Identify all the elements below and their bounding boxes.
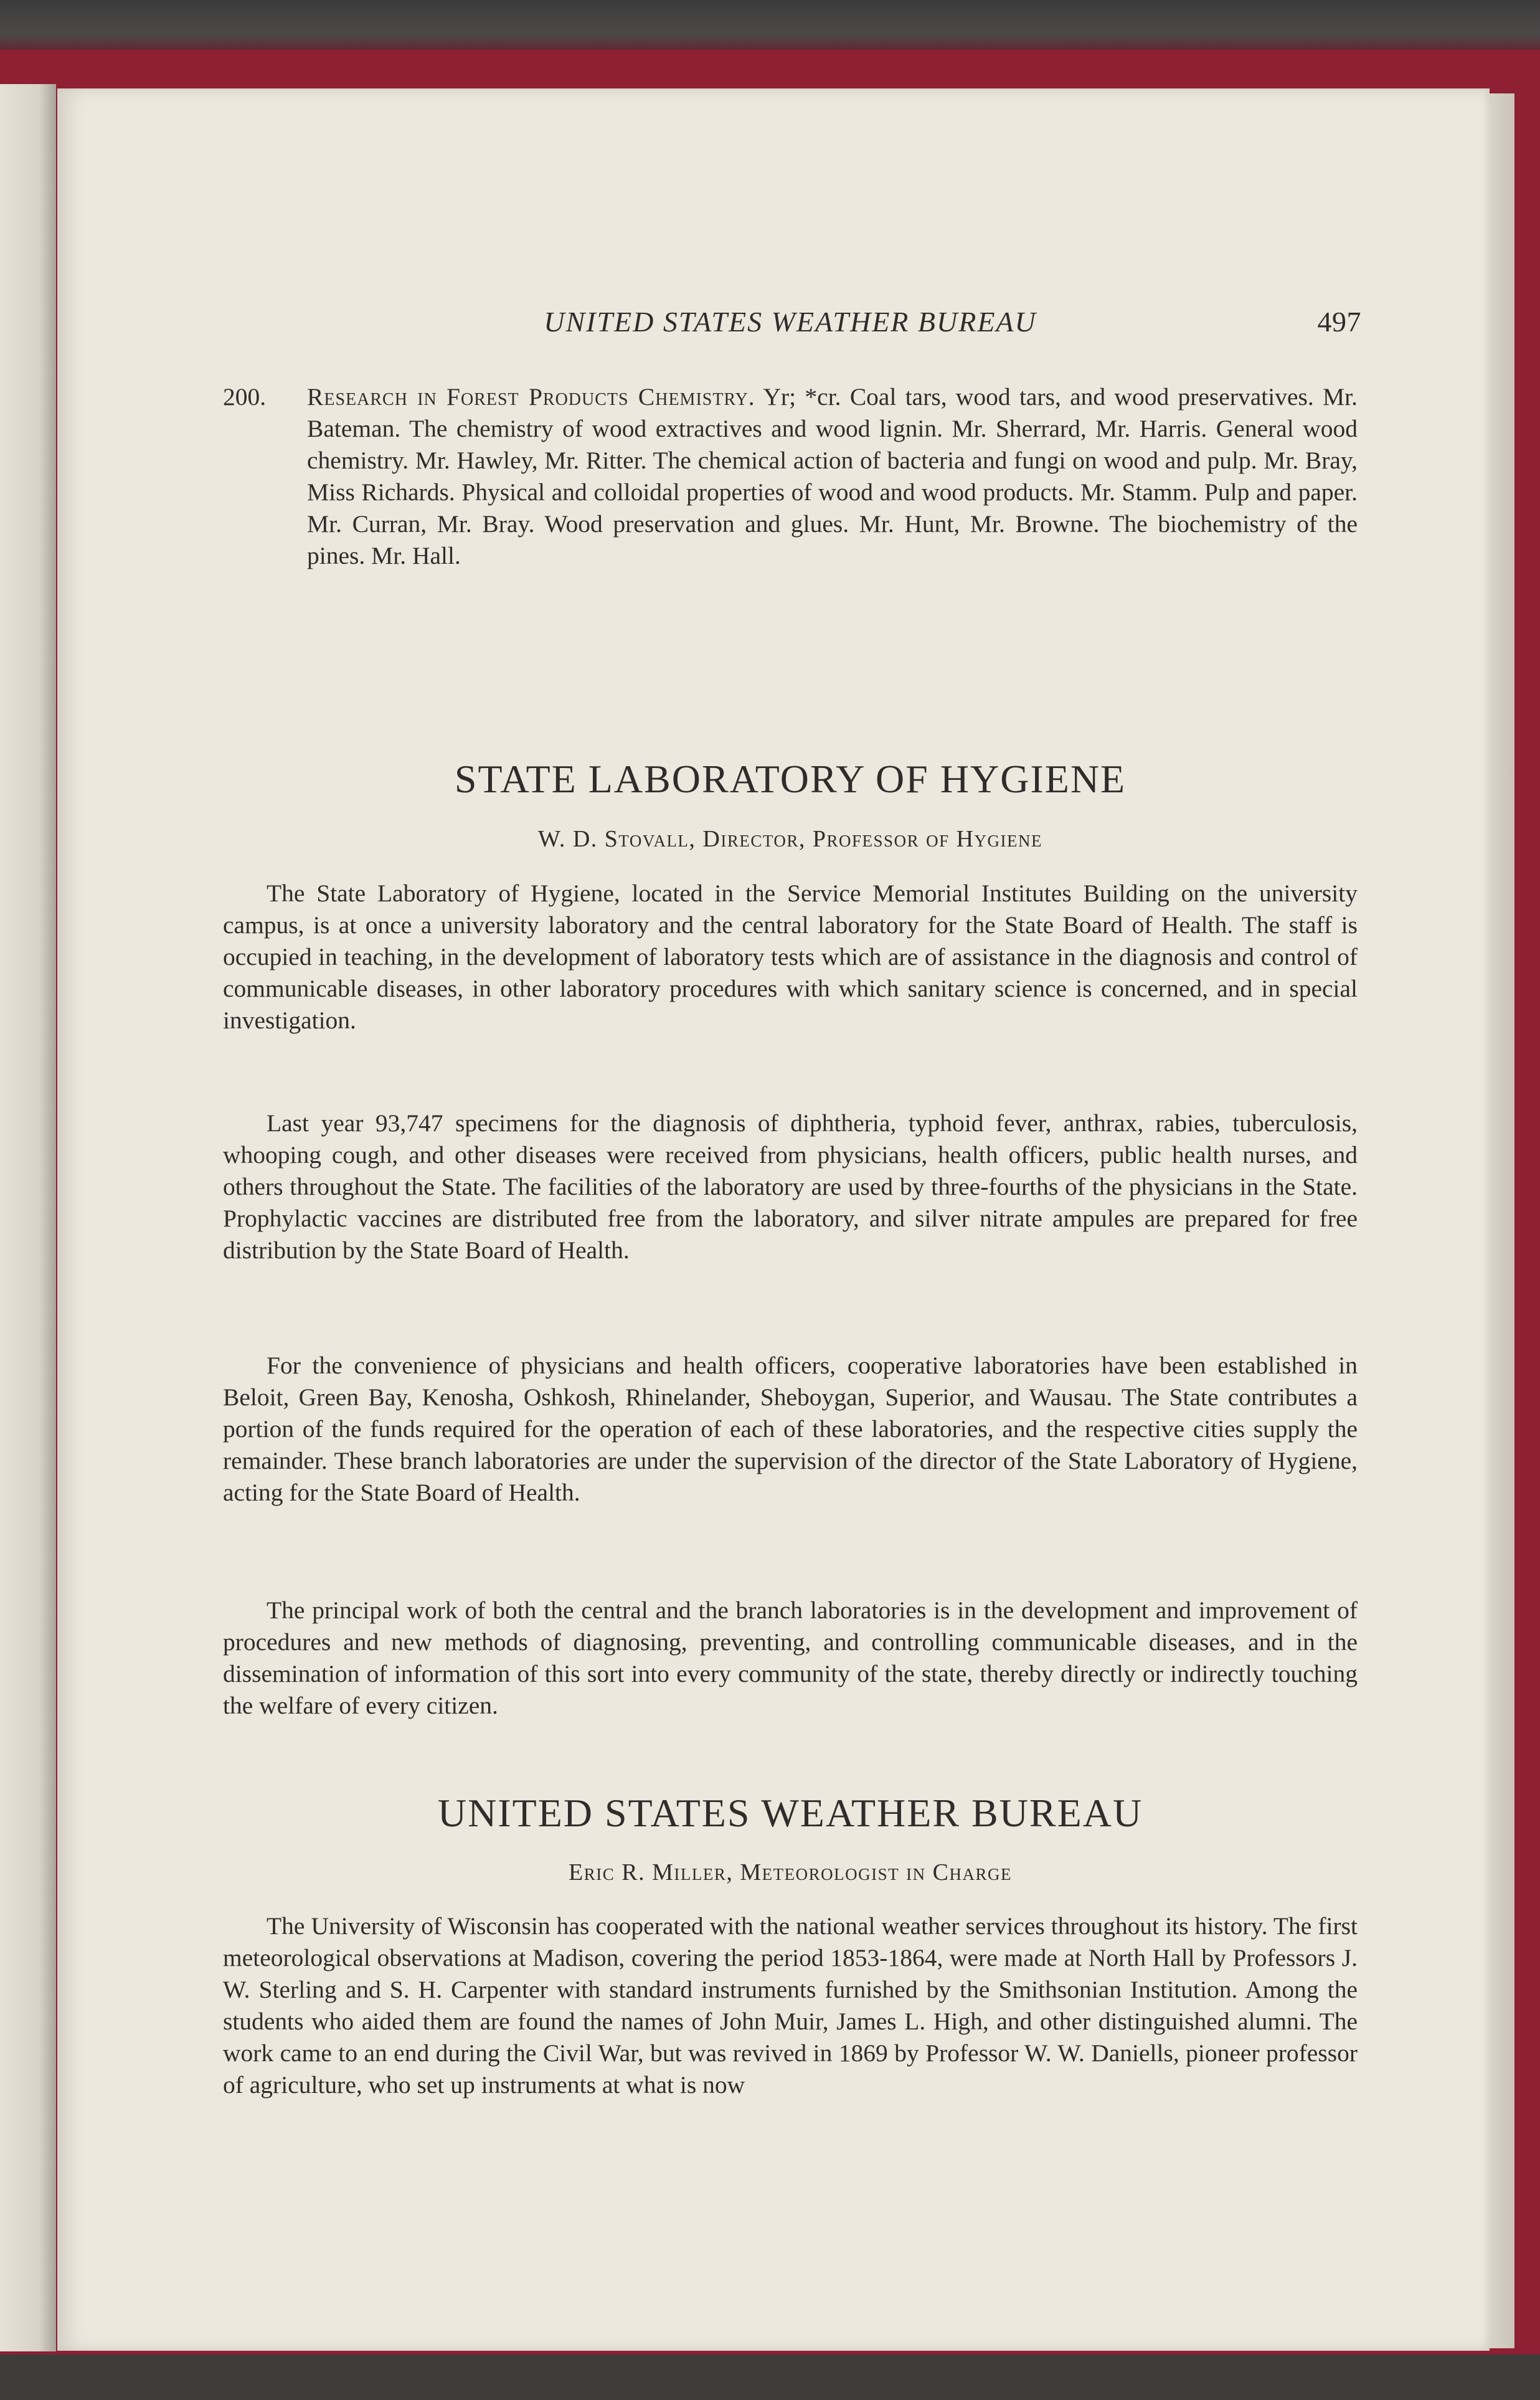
course-entry <box>223 381 1358 572</box>
book-cover-top <box>0 0 1540 57</box>
facing-page-edge <box>0 84 56 2351</box>
page-stack-edge <box>1490 93 1514 2348</box>
page-number: 497 <box>1317 306 1361 338</box>
paragraph: The University of Wisconsin has cooperated with the national weather services throughout its history. The first meteorological observations at Madison, covering the period 1853-1864, were made at North Hall by Professors J. W. Sterling and S. H. Carpenter with standard instruments furnished by the Smithsonian Institution. Among the students who aided them are found the names of John Muir, James L. High, and other distinguished alumni. The work came to an end during the Civil War, but was revived in 1869 by Professor W. W. Daniells, pioneer professor of agriculture, who set up instruments at what is now <box>223 1912 1358 2099</box>
paragraph: For the convenience of physicians and health officers, cooperative laboratories have been established in Beloit, Green Bay, Kenosha, Oshkosh, Rhinelander, Sheboygan, Superior, and Wausau. The State contributes a portion of the funds required for the operation of each of these laboratories, and the respective cities supply the remainder. These branch laboratories are under the supervision of the director of the State Laboratory of Hygiene, acting for the State Board of Health. <box>223 1352 1358 1506</box>
course-number: 200. <box>223 383 267 410</box>
paragraph: Last year 93,747 specimens for the diagnosis of diphtheria, typhoid fever, anthrax, rabies, tuberculosis, whooping cough, and other diseases were received from physicians, health officers, public health nurses, and others throughout the State. The facilities of the laboratory are used by three-fourths of the physicians in the State. Prophylactic vaccines are distributed free from the laboratory, and silver nitrate ampules are prepared for free distribution by the State Board of Health. <box>223 1109 1358 1264</box>
byline-hygiene: W. D. Stovall, Director, Professor of Hygiene <box>537 826 1043 852</box>
paragraph: The State Laboratory of Hygiene, located in the Service Memorial Institutes Building on the university campus, is at once a university laboratory and the central laboratory for the State Board of Health. The staff is occupied in teaching, in the development of laboratory tests which are of assistance in the diagnosis and control of communicable diseases, in other laboratory procedures with which sanitary science is concerned, and in special investigation. <box>223 880 1358 1034</box>
course-title: Research in Forest Products Chemistry. <box>307 383 755 410</box>
book-cover-bottom <box>0 2355 1540 2400</box>
section-heading-weather: UNITED STATES WEATHER BUREAU <box>437 1791 1143 1835</box>
course-description: Yr; *cr. Coal tars, wood tars, and wood preservatives. Mr. Bateman. The chemistry of wood extractives and wood lignin. Mr. Sherrard, Mr. Harris. General wood chemistry. Mr. Hawley, Mr. Ritter. The chemical action of bacteria and fungi on wood and pulp. Mr. Bray, Miss Richards. Physical and colloidal properties of wood and wood products. Mr. Stamm. Pulp and paper. Mr. Curran, Mr. Bray. Wood preservation and glues. Mr. Hunt, Mr. Browne. The biochemistry of the pines. Mr. Hall. <box>307 383 1358 569</box>
book-page <box>57 88 1490 2351</box>
paragraph: The principal work of both the central and the branch laboratories is in the development and improvement of procedures and new methods of diagnosing, preventing, and controlling communicable diseases, and in the dissemination of information of this sort into every community of the state, thereby directly or indirectly touching the welfare of every citizen. <box>223 1596 1358 1719</box>
byline-weather: Eric R. Miller, Meteorologist in Charge <box>569 1859 1012 1885</box>
running-head <box>223 305 1361 349</box>
running-head-title: UNITED STATES WEATHER BUREAU <box>544 306 1037 338</box>
section-heading-hygiene: STATE LABORATORY OF HYGIENE <box>454 757 1127 801</box>
